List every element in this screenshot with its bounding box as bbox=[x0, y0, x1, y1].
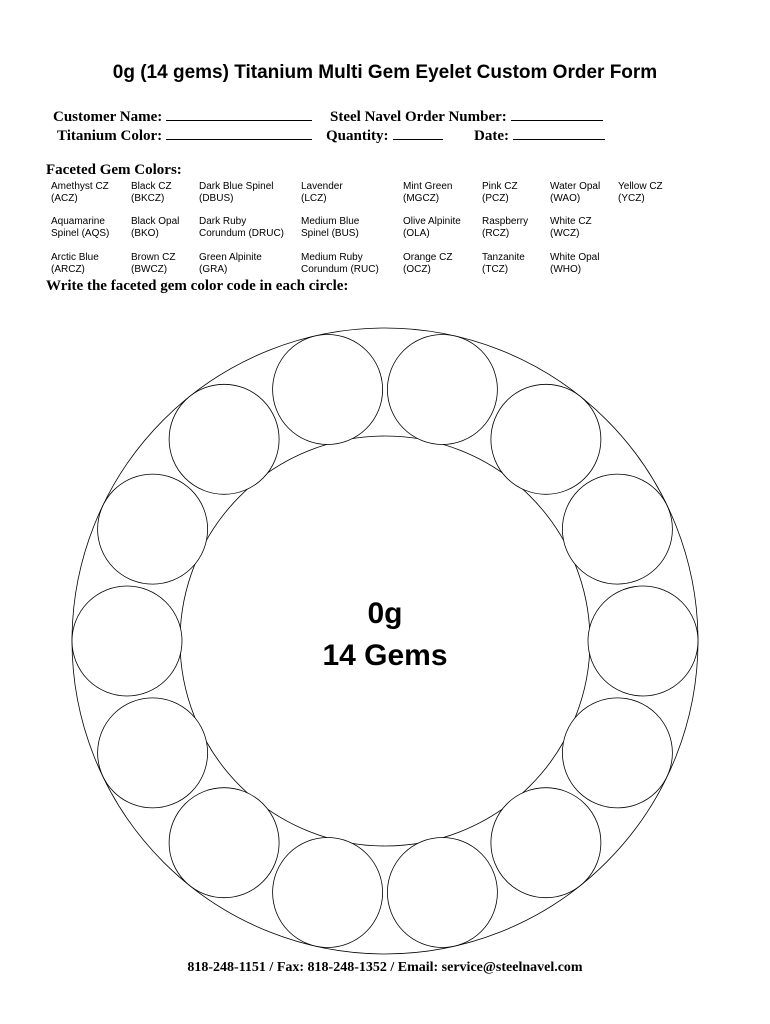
gem-circle[interactable] bbox=[98, 474, 208, 584]
gem-item: Dark Ruby Corundum (DRUC) bbox=[199, 216, 285, 239]
gem-item: Brown CZ (BWCZ) bbox=[131, 252, 176, 275]
gem-item: White Opal (WHO) bbox=[550, 252, 600, 275]
order-number-label: Steel Navel Order Number: bbox=[330, 109, 507, 125]
gem-circle[interactable] bbox=[387, 335, 497, 445]
gem-item: Pink CZ (PCZ) bbox=[482, 181, 518, 204]
gem-item: Olive Alpinite (OLA) bbox=[403, 216, 461, 239]
gem-item: Aquamarine Spinel (AQS) bbox=[51, 216, 110, 239]
gem-item: Black Opal (BKO) bbox=[131, 216, 180, 239]
gem-item: Yellow CZ (YCZ) bbox=[618, 181, 663, 204]
page-title: 0g (14 gems) Titanium Multi Gem Eyelet Custom Order Form bbox=[112, 62, 658, 83]
gem-item: White CZ (WCZ) bbox=[550, 216, 592, 239]
gem-item: Medium Ruby Corundum (RUC) bbox=[301, 252, 379, 275]
gem-circle[interactable] bbox=[562, 474, 672, 584]
diagram-label-size: 0g bbox=[367, 597, 403, 630]
gem-item: Medium Blue Spinel (BUS) bbox=[301, 216, 360, 239]
gem-item: Water Opal (WAO) bbox=[550, 181, 601, 204]
gem-item: Raspberry (RCZ) bbox=[482, 216, 529, 239]
quantity-label: Quantity: bbox=[326, 128, 389, 144]
gem-circle[interactable] bbox=[491, 788, 601, 898]
gem-circle[interactable] bbox=[562, 698, 672, 808]
footer-contact: 818-248-1151 / Fax: 818-248-1352 / Email: service@steelnavel.com bbox=[187, 960, 583, 975]
gem-item: Green Alpinite (GRA) bbox=[199, 252, 262, 275]
gem-item: Orange CZ (OCZ) bbox=[403, 252, 453, 275]
gem-circle[interactable] bbox=[273, 838, 383, 948]
gem-circle[interactable] bbox=[491, 384, 601, 494]
gem-item: Amethyst CZ (ACZ) bbox=[51, 181, 109, 204]
gem-item: Mint Green (MGCZ) bbox=[403, 181, 453, 204]
gem-item: Arctic Blue (ARCZ) bbox=[51, 252, 99, 275]
gem-item: Lavender (LCZ) bbox=[301, 181, 343, 204]
gem-circle[interactable] bbox=[387, 838, 497, 948]
gem-item: Black CZ (BKCZ) bbox=[131, 181, 172, 204]
titanium-color-label: Titanium Color: bbox=[57, 128, 163, 144]
gem-circle[interactable] bbox=[98, 698, 208, 808]
date-label: Date: bbox=[474, 128, 509, 144]
gem-item: Tanzanite (TCZ) bbox=[482, 252, 525, 275]
gem-item: Dark Blue Spinel (DBUS) bbox=[199, 181, 274, 204]
gem-circle[interactable] bbox=[72, 586, 182, 696]
instruction-text: Write the faceted gem color code in each circle: bbox=[46, 278, 349, 294]
gem-circle[interactable] bbox=[169, 384, 279, 494]
gem-circle[interactable] bbox=[588, 586, 698, 696]
gem-circle[interactable] bbox=[169, 788, 279, 898]
gem-circle[interactable] bbox=[273, 335, 383, 445]
customer-name-label: Customer Name: bbox=[53, 109, 163, 125]
diagram-label-count: 14 Gems bbox=[322, 639, 448, 672]
gem-section-title: Faceted Gem Colors: bbox=[46, 162, 182, 178]
